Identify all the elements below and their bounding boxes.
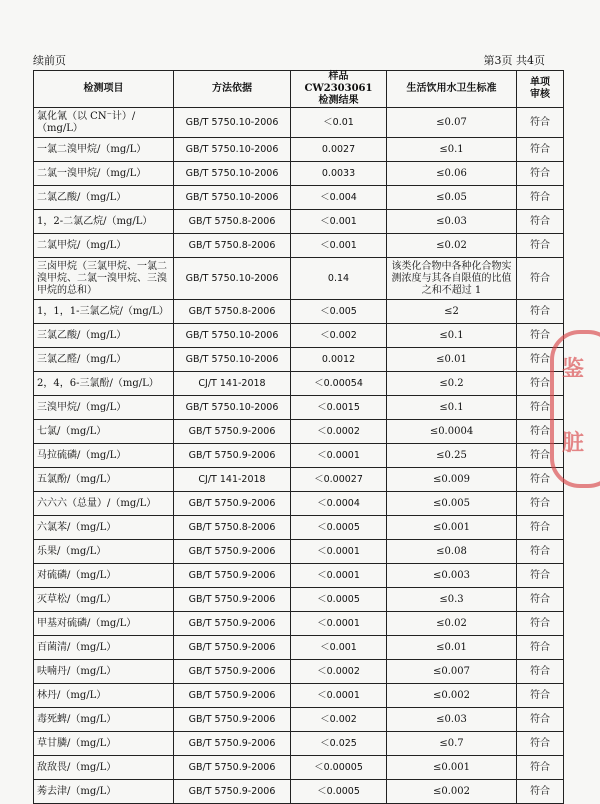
row-result: ＜0.0005 — [291, 588, 387, 612]
row-item: 乐果/（mg/L） — [34, 540, 174, 564]
row-method: GB/T 5750.9-2006 — [174, 588, 291, 612]
table-row — [34, 162, 564, 186]
row-method: CJ/T 141-2018 — [174, 468, 291, 492]
row-result: ＜0.001 — [291, 210, 387, 234]
verdict-header-line1: 单项 — [530, 77, 550, 88]
row-verdict: 符合 — [517, 420, 564, 444]
row-standard: ≤0.002 — [387, 684, 517, 708]
row-result: ＜0.01 — [291, 108, 387, 138]
result-header-line1: 样品 CW2303061 — [304, 71, 373, 94]
row-method: GB/T 5750.8-2006 — [174, 300, 291, 324]
continued-label: 续前页 — [33, 54, 66, 67]
table-row — [34, 468, 564, 492]
row-method: GB/T 5750.10-2006 — [174, 108, 291, 138]
row-item: 对硫磷/（mg/L） — [34, 564, 174, 588]
row-method: GB/T 5750.9-2006 — [174, 756, 291, 780]
column-header-item: 检测项目 — [34, 71, 174, 108]
row-verdict: 符合 — [517, 444, 564, 468]
row-method: GB/T 5750.9-2006 — [174, 564, 291, 588]
row-result: 0.14 — [291, 258, 387, 300]
row-verdict: 符合 — [517, 660, 564, 684]
table-row — [34, 396, 564, 420]
row-method: GB/T 5750.10-2006 — [174, 258, 291, 300]
row-standard: ≤0.01 — [387, 348, 517, 372]
table-row — [34, 612, 564, 636]
row-item: 二氯甲烷/（mg/L） — [34, 234, 174, 258]
table-row — [34, 540, 564, 564]
table-row — [34, 138, 564, 162]
row-item: 三溴甲烷/（mg/L） — [34, 396, 174, 420]
row-method: GB/T 5750.9-2006 — [174, 660, 291, 684]
row-item: 百菌清/（mg/L） — [34, 636, 174, 660]
row-verdict: 符合 — [517, 588, 564, 612]
row-method: CJ/T 141-2018 — [174, 372, 291, 396]
table-body — [34, 108, 564, 804]
row-verdict: 符合 — [517, 324, 564, 348]
row-method: GB/T 5750.8-2006 — [174, 516, 291, 540]
row-result: ＜0.0005 — [291, 516, 387, 540]
row-item: 毒死蜱/（mg/L） — [34, 708, 174, 732]
table-row — [34, 372, 564, 396]
row-result: ＜0.004 — [291, 186, 387, 210]
row-method: GB/T 5750.9-2006 — [174, 780, 291, 804]
test-results-table — [33, 70, 564, 804]
row-method: GB/T 5750.9-2006 — [174, 492, 291, 516]
row-verdict: 符合 — [517, 348, 564, 372]
table-row — [34, 588, 564, 612]
row-item: 七氯/（mg/L） — [34, 420, 174, 444]
row-result: ＜0.025 — [291, 732, 387, 756]
row-method: GB/T 5750.10-2006 — [174, 138, 291, 162]
row-verdict: 符合 — [517, 162, 564, 186]
row-method: GB/T 5750.9-2006 — [174, 732, 291, 756]
red-seal-stamp — [550, 330, 600, 488]
row-standard: ≤0.001 — [387, 516, 517, 540]
row-item: 三卤甲烷（三氯甲烷、一氯二溴甲烷、二氯一溴甲烷、三溴甲烷的总和） — [34, 258, 174, 300]
row-verdict: 符合 — [517, 684, 564, 708]
row-result: ＜0.0001 — [291, 540, 387, 564]
row-item: 二氯乙酸/（mg/L） — [34, 186, 174, 210]
row-item: 马拉硫磷/（mg/L） — [34, 444, 174, 468]
table-row — [34, 186, 564, 210]
row-item: 六六六（总量）/（mg/L） — [34, 492, 174, 516]
row-result: ＜0.0005 — [291, 780, 387, 804]
row-standard: ≤2 — [387, 300, 517, 324]
table-row — [34, 210, 564, 234]
row-verdict: 符合 — [517, 612, 564, 636]
row-standard: ≤0.1 — [387, 324, 517, 348]
row-standard: ≤0.05 — [387, 186, 517, 210]
table-row — [34, 348, 564, 372]
row-item: 1，2-二氯乙烷/（mg/L） — [34, 210, 174, 234]
row-method: GB/T 5750.9-2006 — [174, 444, 291, 468]
row-verdict: 符合 — [517, 756, 564, 780]
row-result: ＜0.00027 — [291, 468, 387, 492]
row-standard: ≤0.1 — [387, 396, 517, 420]
row-item: 草甘膦/（mg/L） — [34, 732, 174, 756]
row-item: 五氯酚/（mg/L） — [34, 468, 174, 492]
row-method: GB/T 5750.8-2006 — [174, 234, 291, 258]
row-result: ＜0.00005 — [291, 756, 387, 780]
row-method: GB/T 5750.10-2006 — [174, 186, 291, 210]
row-standard: ≤0.007 — [387, 660, 517, 684]
row-standard: ≤0.0004 — [387, 420, 517, 444]
row-verdict: 符合 — [517, 780, 564, 804]
row-standard: ≤0.7 — [387, 732, 517, 756]
row-method: GB/T 5750.10-2006 — [174, 162, 291, 186]
table-header-row — [34, 71, 564, 108]
row-result: 0.0012 — [291, 348, 387, 372]
row-method: GB/T 5750.9-2006 — [174, 540, 291, 564]
row-result: ＜0.0001 — [291, 564, 387, 588]
table-row — [34, 660, 564, 684]
row-result: ＜0.0001 — [291, 444, 387, 468]
table-row — [34, 708, 564, 732]
result-header-line2: 检测结果 — [318, 95, 359, 106]
row-standard: ≤0.002 — [387, 780, 517, 804]
row-standard: ≤0.25 — [387, 444, 517, 468]
row-method: GB/T 5750.9-2006 — [174, 420, 291, 444]
row-method: GB/T 5750.10-2006 — [174, 348, 291, 372]
row-method: GB/T 5750.10-2006 — [174, 396, 291, 420]
row-result: ＜0.00054 — [291, 372, 387, 396]
table-row — [34, 732, 564, 756]
row-verdict: 符合 — [517, 516, 564, 540]
table-row — [34, 516, 564, 540]
row-method: GB/T 5750.9-2006 — [174, 708, 291, 732]
row-result: ＜0.0002 — [291, 420, 387, 444]
row-standard: ≤0.001 — [387, 756, 517, 780]
table-row — [34, 234, 564, 258]
row-verdict: 符合 — [517, 468, 564, 492]
row-result: ＜0.0015 — [291, 396, 387, 420]
row-result: ＜0.002 — [291, 324, 387, 348]
table-row — [34, 756, 564, 780]
stamp-char: 鉴 — [562, 356, 585, 382]
row-item: 灭草松/（mg/L） — [34, 588, 174, 612]
row-verdict: 符合 — [517, 372, 564, 396]
row-verdict: 符合 — [517, 732, 564, 756]
table-row — [34, 444, 564, 468]
row-standard: ≤0.02 — [387, 234, 517, 258]
table-row — [34, 258, 564, 300]
row-method: GB/T 5750.9-2006 — [174, 636, 291, 660]
row-item: 甲基对硫磷/（mg/L） — [34, 612, 174, 636]
row-item: 氯化氰（以 CN⁻计）/（mg/L） — [34, 108, 174, 138]
row-verdict: 符合 — [517, 492, 564, 516]
row-result: ＜0.001 — [291, 234, 387, 258]
table-row — [34, 420, 564, 444]
stamp-char: 脏 — [562, 430, 585, 456]
table-row — [34, 684, 564, 708]
row-item: 呋喃丹/（mg/L） — [34, 660, 174, 684]
row-result: 0.0033 — [291, 162, 387, 186]
row-result: ＜0.0004 — [291, 492, 387, 516]
row-verdict: 符合 — [517, 258, 564, 300]
row-verdict: 符合 — [517, 540, 564, 564]
row-item: 三氯乙醛/（mg/L） — [34, 348, 174, 372]
row-verdict: 符合 — [517, 636, 564, 660]
page-info: 第3页 共4页 — [483, 54, 545, 67]
row-verdict: 符合 — [517, 186, 564, 210]
row-standard: ≤0.01 — [387, 636, 517, 660]
row-verdict: 符合 — [517, 396, 564, 420]
row-item: 一氯二溴甲烷/（mg/L） — [34, 138, 174, 162]
row-standard: ≤0.02 — [387, 612, 517, 636]
row-method: GB/T 5750.10-2006 — [174, 324, 291, 348]
row-method: GB/T 5750.9-2006 — [174, 612, 291, 636]
row-method: GB/T 5750.9-2006 — [174, 684, 291, 708]
row-result: ＜0.0002 — [291, 660, 387, 684]
row-result: ＜0.001 — [291, 636, 387, 660]
row-standard: ≤0.03 — [387, 708, 517, 732]
table-row — [34, 300, 564, 324]
row-verdict: 符合 — [517, 564, 564, 588]
row-item: 二氯一溴甲烷/（mg/L） — [34, 162, 174, 186]
row-item: 1，1，1-三氯乙烷/（mg/L） — [34, 300, 174, 324]
row-standard: ≤0.03 — [387, 210, 517, 234]
table-row — [34, 564, 564, 588]
row-item: 2，4，6-三氯酚/（mg/L） — [34, 372, 174, 396]
row-verdict: 符合 — [517, 210, 564, 234]
row-standard: ≤0.3 — [387, 588, 517, 612]
row-verdict: 符合 — [517, 300, 564, 324]
row-verdict: 符合 — [517, 234, 564, 258]
verdict-header-line2: 审核 — [530, 89, 550, 100]
table-row — [34, 108, 564, 138]
row-item: 莠去津/（mg/L） — [34, 780, 174, 804]
row-result: 0.0027 — [291, 138, 387, 162]
row-result: ＜0.005 — [291, 300, 387, 324]
row-item: 三氯乙酸/（mg/L） — [34, 324, 174, 348]
row-standard: ≤0.005 — [387, 492, 517, 516]
row-result: ＜0.0001 — [291, 684, 387, 708]
table-row — [34, 636, 564, 660]
table-row — [34, 492, 564, 516]
column-header-verdict — [517, 71, 564, 108]
row-standard: ≤0.003 — [387, 564, 517, 588]
column-header-method: 方法依据 — [174, 71, 291, 108]
table-row — [34, 324, 564, 348]
row-item: 林丹/（mg/L） — [34, 684, 174, 708]
row-standard: ≤0.08 — [387, 540, 517, 564]
row-standard: ≤0.009 — [387, 468, 517, 492]
row-standard: ≤0.06 — [387, 162, 517, 186]
row-result: ＜0.0001 — [291, 612, 387, 636]
row-verdict: 符合 — [517, 108, 564, 138]
row-verdict: 符合 — [517, 138, 564, 162]
row-standard: ≤0.2 — [387, 372, 517, 396]
row-item: 敌敌畏/（mg/L） — [34, 756, 174, 780]
row-standard: 该类化合物中各种化合物实测浓度与其各自限值的比值之和不超过 1 — [387, 258, 517, 300]
row-standard: ≤0.1 — [387, 138, 517, 162]
row-standard: ≤0.07 — [387, 108, 517, 138]
column-header-result — [291, 71, 387, 108]
row-method: GB/T 5750.8-2006 — [174, 210, 291, 234]
row-item: 六氯苯/（mg/L） — [34, 516, 174, 540]
row-verdict: 符合 — [517, 708, 564, 732]
row-result: ＜0.002 — [291, 708, 387, 732]
column-header-standard: 生活饮用水卫生标准 — [387, 71, 517, 108]
